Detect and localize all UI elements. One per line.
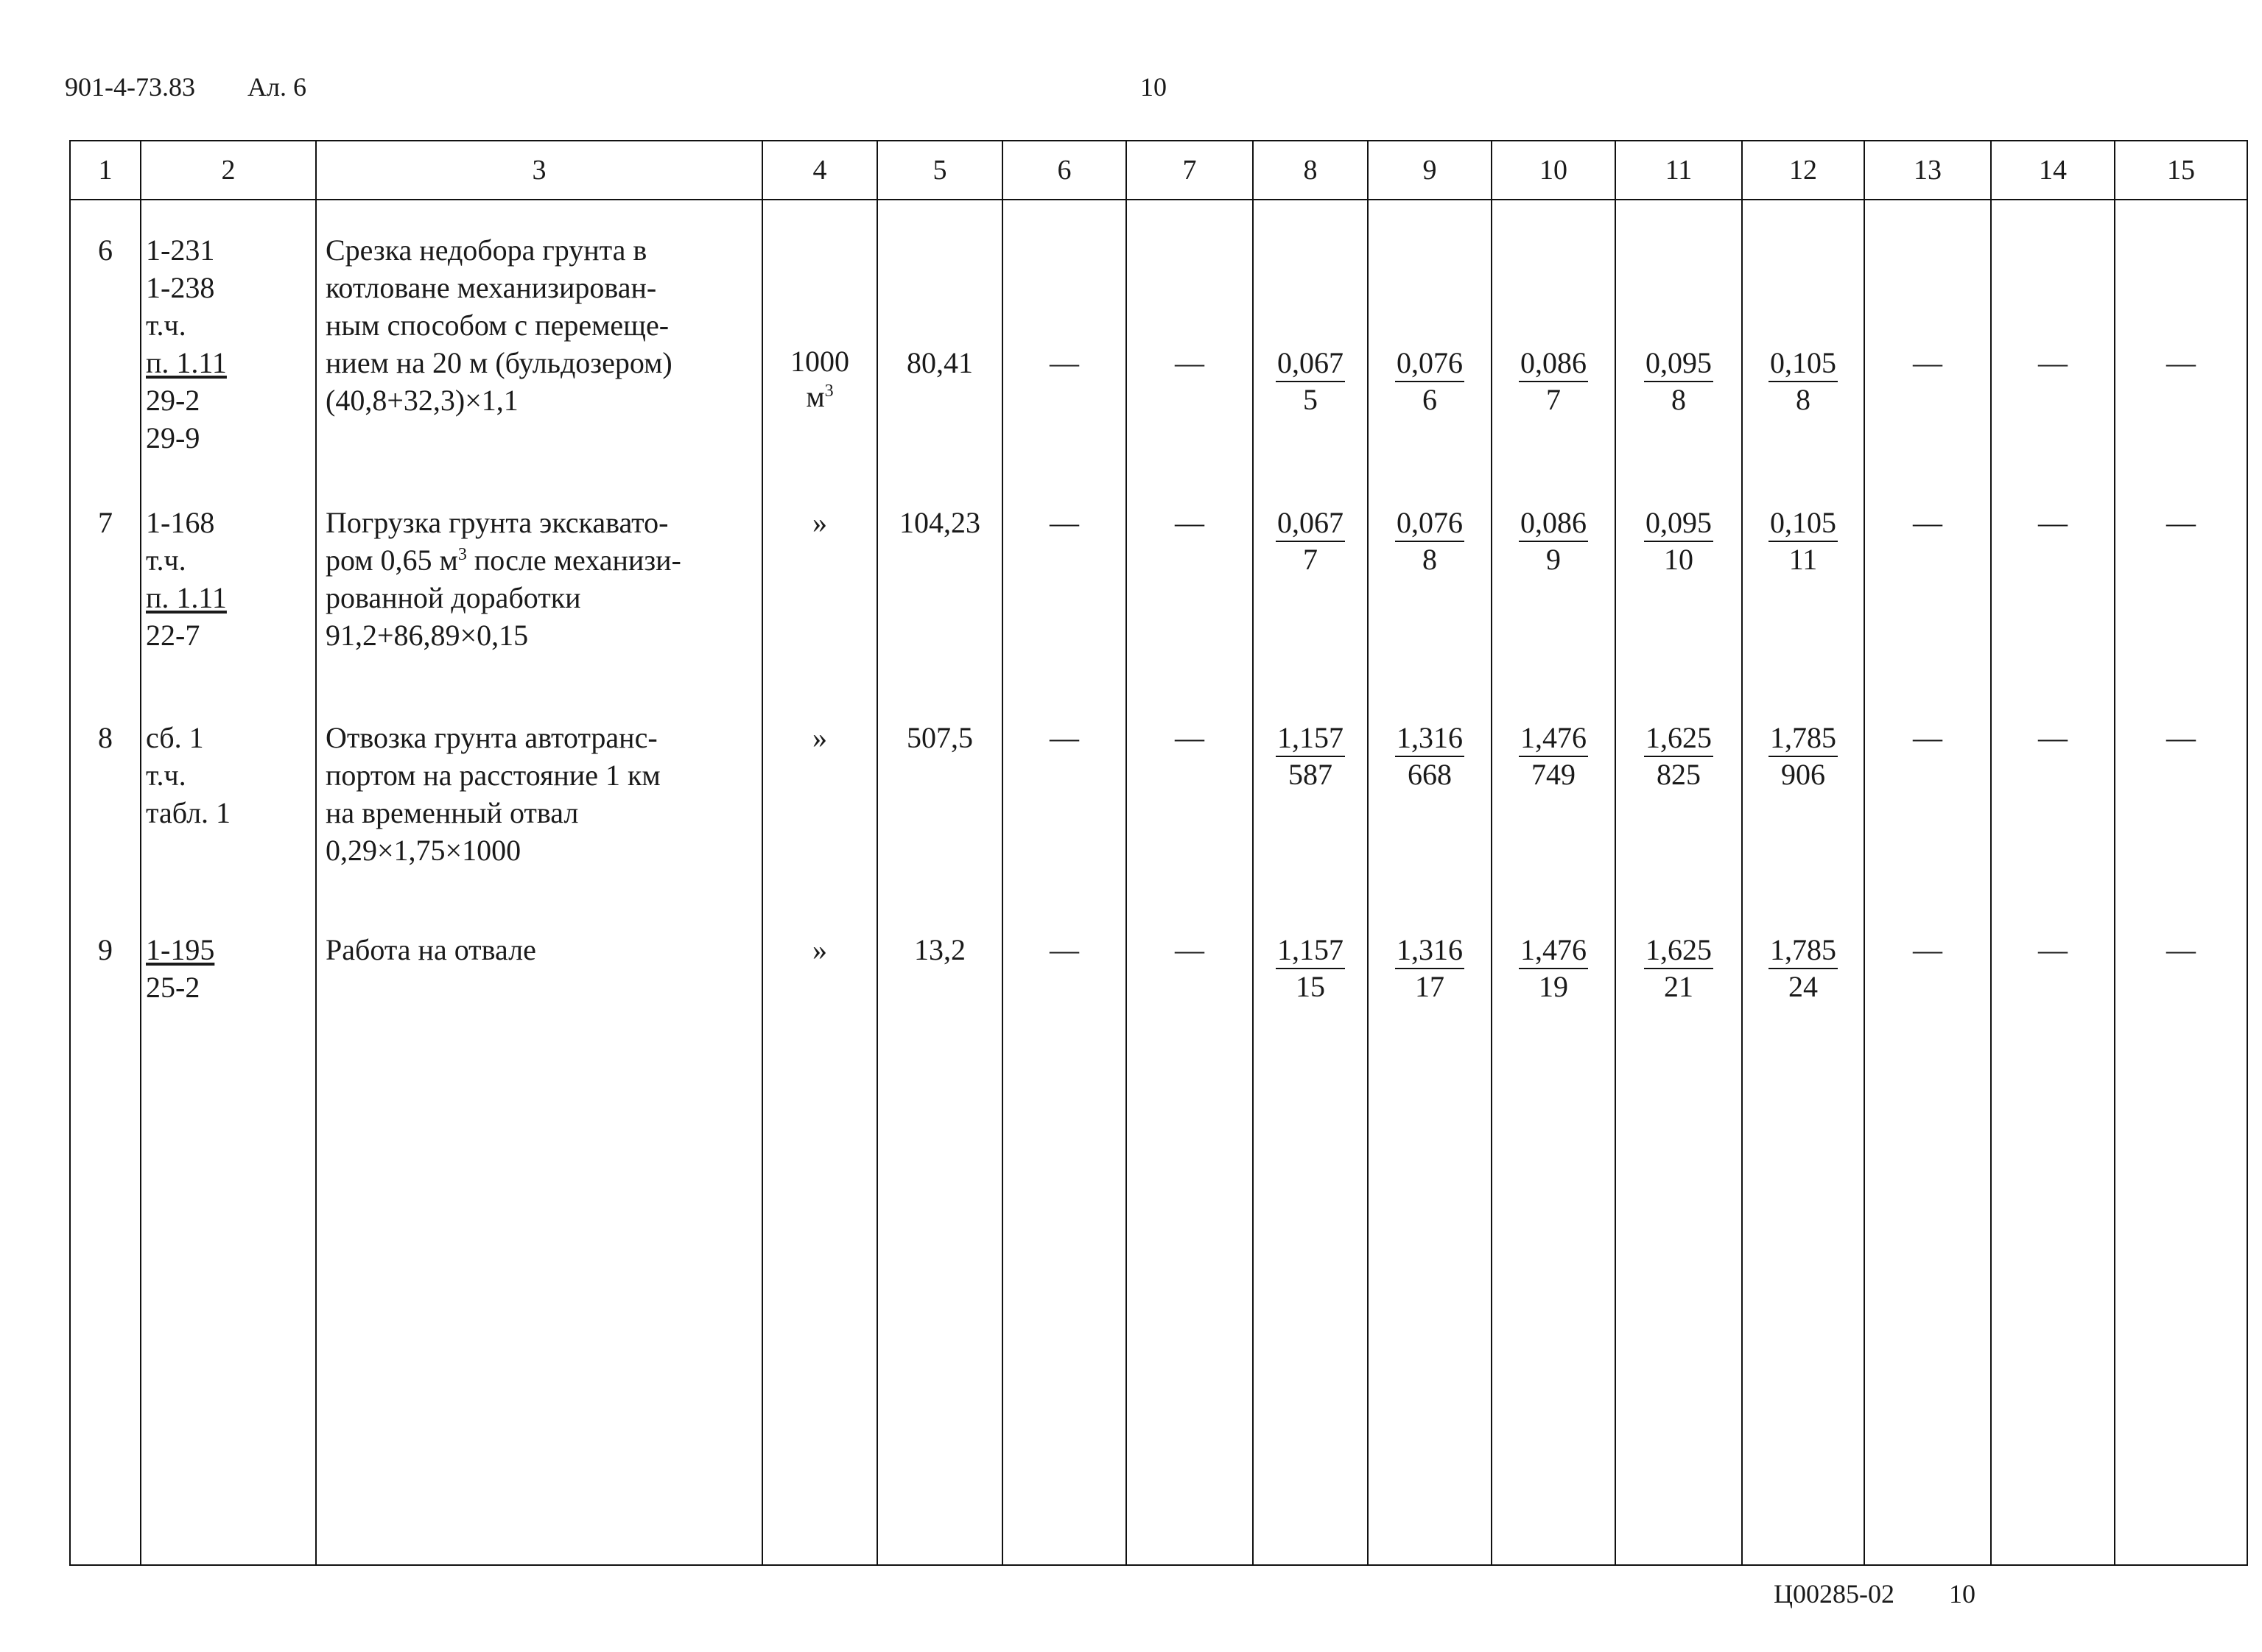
description-line: нием на 20 м (бульдозером) (326, 346, 672, 379)
reference-cell (141, 504, 316, 719)
reference-line: 29-2 (146, 384, 200, 417)
fraction (1395, 720, 1464, 792)
description-cell (316, 719, 762, 931)
fraction (1519, 505, 1588, 577)
dash: — (1864, 504, 1991, 719)
dash: — (1050, 346, 1079, 379)
fraction-denominator: 8 (1422, 543, 1437, 576)
fraction-numerator: 0,067 (1276, 505, 1345, 542)
fraction-numerator: 1,157 (1276, 932, 1345, 969)
fraction-numerator: 1,785 (1768, 932, 1838, 969)
unit-exponent: 3 (824, 382, 834, 401)
description-cell (316, 231, 762, 504)
reference-line: табл. 1 (146, 796, 231, 829)
reference-line: п. 1.11 (146, 346, 227, 379)
quantity-cell: 507,5 (877, 719, 1002, 931)
fraction-denominator: 587 (1288, 758, 1332, 791)
fraction (1519, 932, 1588, 1005)
fraction-numerator: 0,076 (1395, 505, 1464, 542)
reference-line: 25-2 (146, 971, 200, 1004)
reference-line: сб. 1 (146, 721, 204, 754)
column-header: 12 (1742, 141, 1864, 200)
reference-cell (141, 719, 316, 931)
quantity-cell: 104,23 (877, 504, 1002, 719)
dash: — (1126, 504, 1253, 719)
column-header: 10 (1492, 141, 1615, 200)
dash: — (1002, 719, 1126, 931)
fraction (1395, 932, 1464, 1005)
page-number: 10 (1140, 72, 1167, 102)
fraction-denominator: 9 (1546, 543, 1561, 576)
fraction-numerator: 1,476 (1519, 720, 1588, 757)
table-row (70, 504, 2247, 719)
dash: — (1126, 931, 1253, 1565)
column-header: 5 (877, 141, 1002, 200)
description-line: ным способом с перемеще- (326, 309, 670, 342)
fraction (1644, 345, 1713, 418)
row-number: 6 (70, 231, 141, 504)
table-row (70, 931, 2247, 1565)
fraction-numerator: 0,076 (1395, 345, 1464, 382)
reference-line: 29-9 (146, 421, 200, 454)
reference-line: т.ч. (146, 544, 186, 577)
fraction-denominator: 19 (1539, 970, 1568, 1003)
sheet-label: Ал. 6 (247, 72, 306, 102)
footer-page-number: 10 (1949, 1579, 1975, 1609)
fraction-denominator: 15 (1296, 970, 1325, 1003)
dash: — (1991, 719, 2115, 931)
dash: — (2115, 931, 2247, 1565)
reference-line: 22-7 (146, 619, 200, 652)
reference-line: т.ч. (146, 309, 186, 342)
fraction-numerator: 0,086 (1519, 505, 1588, 542)
fraction-denominator: 24 (1788, 970, 1818, 1003)
dash: — (1913, 346, 1942, 379)
reference-line: п. 1.11 (146, 581, 227, 614)
fraction-numerator: 1,625 (1644, 720, 1713, 757)
quantity: 80,41 (907, 346, 973, 379)
fraction-denominator: 21 (1664, 970, 1693, 1003)
description-line: Срезка недобора грунта в (326, 233, 647, 267)
fraction-denominator: 825 (1657, 758, 1701, 791)
dash: — (1864, 719, 1991, 931)
unit-value: 1000 (790, 345, 849, 378)
fraction-denominator: 906 (1781, 758, 1825, 791)
quantity-cell (877, 231, 1002, 504)
fraction-numerator: 0,067 (1276, 345, 1345, 382)
unit-cell: » (762, 931, 877, 1565)
fraction (1768, 720, 1838, 792)
fraction-numerator: 0,095 (1644, 505, 1713, 542)
unit-cell (762, 231, 877, 504)
column-header: 8 (1253, 141, 1368, 200)
column-header: 7 (1126, 141, 1253, 200)
fraction-denominator: 5 (1303, 383, 1318, 416)
estimate-table (69, 140, 2248, 1566)
fraction (1768, 932, 1838, 1005)
description-line: портом на расстояние 1 км (326, 759, 661, 792)
dash: — (1991, 504, 2115, 719)
fraction-denominator: 8 (1671, 383, 1686, 416)
reference-line: 1-195 (146, 933, 215, 966)
dash: — (2115, 719, 2247, 931)
fraction-denominator: 749 (1531, 758, 1576, 791)
reference-line: 1-231 (146, 233, 215, 267)
footer-code: Ц00285-02 (1774, 1579, 1894, 1609)
fraction (1519, 720, 1588, 792)
description-cell (316, 931, 762, 1565)
unit-symbol: м (806, 380, 825, 413)
fraction (1276, 345, 1345, 418)
fraction-denominator: 6 (1422, 383, 1437, 416)
fraction (1519, 345, 1588, 418)
description-line: 91,2+86,89×0,15 (326, 619, 529, 652)
fraction-numerator: 1,625 (1644, 932, 1713, 969)
dash: — (2115, 504, 2247, 719)
fraction (1395, 505, 1464, 577)
unit-cell: » (762, 504, 877, 719)
description-line: ром 0,65 $м^3$ после механизи- (326, 544, 681, 577)
fraction (1395, 345, 1464, 418)
column-header: 3 (316, 141, 762, 200)
column-header: 2 (141, 141, 316, 200)
description-line: Погрузка грунта экскавато- (326, 506, 669, 539)
fraction (1644, 505, 1713, 577)
column-header: 11 (1615, 141, 1742, 200)
description-line: рованной доработки (326, 581, 581, 614)
fraction (1276, 720, 1345, 792)
column-header: 9 (1368, 141, 1492, 200)
description-line: (40,8+32,3)×1,1 (326, 384, 519, 417)
row-number: 8 (70, 719, 141, 931)
dash: — (1002, 504, 1126, 719)
description-line: 0,29×1,75×1000 (326, 834, 521, 867)
row-number: 7 (70, 504, 141, 719)
fraction (1276, 932, 1345, 1005)
dash: — (1864, 931, 1991, 1565)
document-code: 901-4-73.83 (65, 72, 195, 102)
reference-line: 1-168 (146, 506, 215, 539)
reference-line: 1-238 (146, 271, 215, 304)
dash: — (1991, 931, 2115, 1565)
column-header-row (70, 141, 2247, 200)
fraction (1644, 720, 1713, 792)
fraction-denominator: 8 (1796, 383, 1810, 416)
dash: — (1002, 931, 1126, 1565)
reference-cell (141, 931, 316, 1565)
fraction-denominator: 7 (1546, 383, 1561, 416)
column-header: 6 (1002, 141, 1126, 200)
dash: — (1126, 719, 1253, 931)
fraction-denominator: 7 (1303, 543, 1318, 576)
table-row (70, 231, 2247, 504)
description-line: котловане механизирован- (326, 271, 657, 304)
fraction-numerator: 1,157 (1276, 720, 1345, 757)
description-line: Работа на отвале (326, 933, 536, 966)
fraction-numerator: 1,785 (1768, 720, 1838, 757)
description-cell (316, 504, 762, 719)
fraction (1768, 345, 1838, 418)
dash: — (2166, 346, 2196, 379)
quantity-cell: 13,2 (877, 931, 1002, 1565)
fraction-numerator: 0,095 (1644, 345, 1713, 382)
fraction-denominator: 10 (1664, 543, 1693, 576)
fraction (1276, 505, 1345, 577)
dash: — (2038, 346, 2068, 379)
table-row (70, 719, 2247, 931)
row-number: 9 (70, 931, 141, 1565)
fraction-numerator: 0,105 (1768, 505, 1838, 542)
fraction-denominator: 11 (1788, 543, 1818, 576)
column-header: 15 (2115, 141, 2247, 200)
fraction-denominator: 17 (1415, 970, 1444, 1003)
column-header: 1 (70, 141, 141, 200)
fraction (1644, 932, 1713, 1005)
reference-line: т.ч. (146, 759, 186, 792)
fraction-denominator: 668 (1408, 758, 1452, 791)
fraction-numerator: 1,316 (1395, 932, 1464, 969)
reference-cell (141, 231, 316, 504)
column-header: 4 (762, 141, 877, 200)
column-header: 14 (1991, 141, 2115, 200)
fraction-numerator: 1,476 (1519, 932, 1588, 969)
description-line: Отвозка грунта автотранс- (326, 721, 658, 754)
dash: — (1175, 346, 1204, 379)
fraction-numerator: 1,316 (1395, 720, 1464, 757)
column-header: 13 (1864, 141, 1991, 200)
description-line: на временный отвал (326, 796, 579, 829)
fraction-numerator: 0,105 (1768, 345, 1838, 382)
fraction (1768, 505, 1838, 577)
fraction-numerator: 0,086 (1519, 345, 1588, 382)
unit-cell: » (762, 719, 877, 931)
